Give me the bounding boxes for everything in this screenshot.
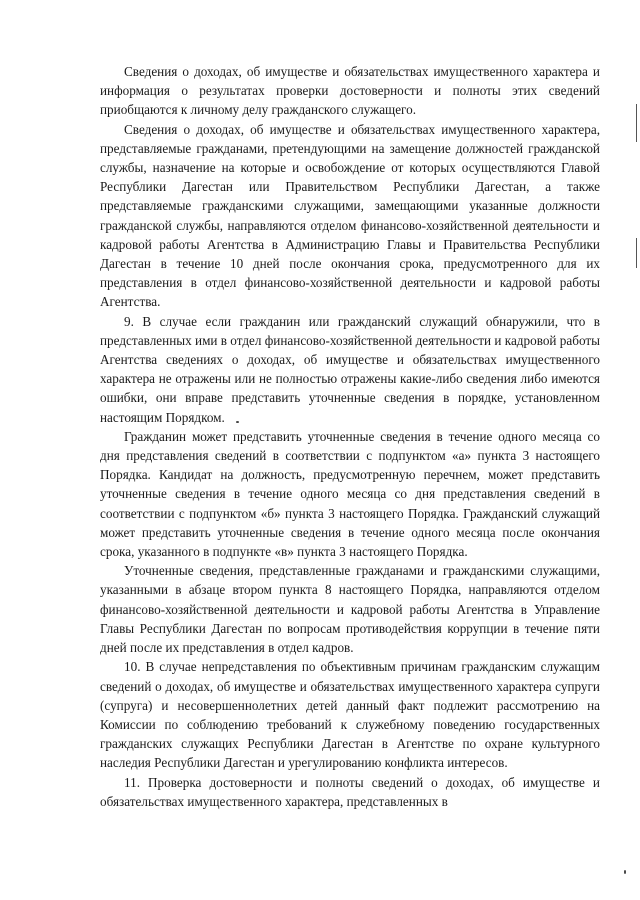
paragraph-item-9-corrections: 9. В случае если гражданин или гражданский служащий обнаружили, что в представленных ими в отдел финансово-хозяйственной деятельности и кадровой работы Агентства сведениях о доходах, об имуществе и обязательствах имущественного характера не отражены или не полностью отражены какие-либо сведения либо имеются ошибки, они вправе представить уточненные сведения в порядке, установленном настоящим Порядком. [100, 313, 600, 425]
scan-edge-mark [636, 104, 637, 142]
paragraph-item-11-verification: 11. Проверка достоверности и полноты сведений о доходах, об имуществе и обязательствах имущественного характера, представленных в [100, 774, 600, 809]
paragraph-attach-to-personal-file: Сведения о доходах, об имуществе и обязательствах имущественного характера и информация о результатах проверки достоверности и полноты этих сведений приобщаются к личному делу гражданского служащего. [100, 64, 600, 118]
scan-speck [624, 870, 626, 874]
scan-edge-mark [636, 238, 637, 268]
paragraph-submission-to-administration: Сведения о доходах, об имуществе и обязательствах имущественного характера, представляемые гражданами, претендующими на замещение должностей гражданской службы, назначение на которые и освобождение от которых осуществляются Главой Республики Дагестан или Правительством Республики Дагестан, а также представляемые гражданскими служащими, замещающими указанные должности гражданской службы, направляются отделом финансово-хозяйственной деятельности и кадровой работы Агентства в Администрацию Главы и Правительства Республики Дагестан в течение 10 дней после окончания срока, предусмотренного для их представления в отдел финансово-хозяйственной деятельности и кадровой работы Агентства. [100, 121, 600, 310]
document-body [100, 62, 600, 811]
paragraph-corrected-info-deadlines: Гражданин может представить уточненные сведения в течение одного месяца со дня представления сведений в соответствии с подпунктом «а» пункта 3 настоящего Порядка. Кандидат на должность, предусмотренную перечнем, может представить уточненные сведения в течение одного месяца со дня представления сведений в соответствии с подпунктом «б» пункта 3 настоящего Порядка. Гражданский служащий может представить уточненные сведения в течение одного месяца после окончания срока, указанного в подпункте «в» пункта 3 настоящего Порядка. [100, 428, 600, 560]
paragraph-corrected-info-forwarding: Уточненные сведения, представленные гражданами и гражданскими служащими, указанными в абзаце втором пункта 8 настоящего Порядка, направляются отделом финансово-хозяйственной деятельности и кадровой работы Агентства в Управление Главы Республики Дагестан по вопросам противодействия коррупции в течение пяти дней после их представления в отдел кадров. [100, 563, 600, 656]
paragraph-item-10-commission: 10. В случае непредставления по объективным причинам гражданским служащим сведений о доходах, об имуществе и обязательствах имущественного характера супруги (супруга) и несовершеннолетних детей данный факт подлежит рассмотрению на Комиссии по соблюдению требований к служебному поведению государственных гражданских служащих Республики Дагестан в Агентстве по охране культурного наследия Республики Дагестан и урегулированию конфликта интересов. [100, 659, 600, 771]
